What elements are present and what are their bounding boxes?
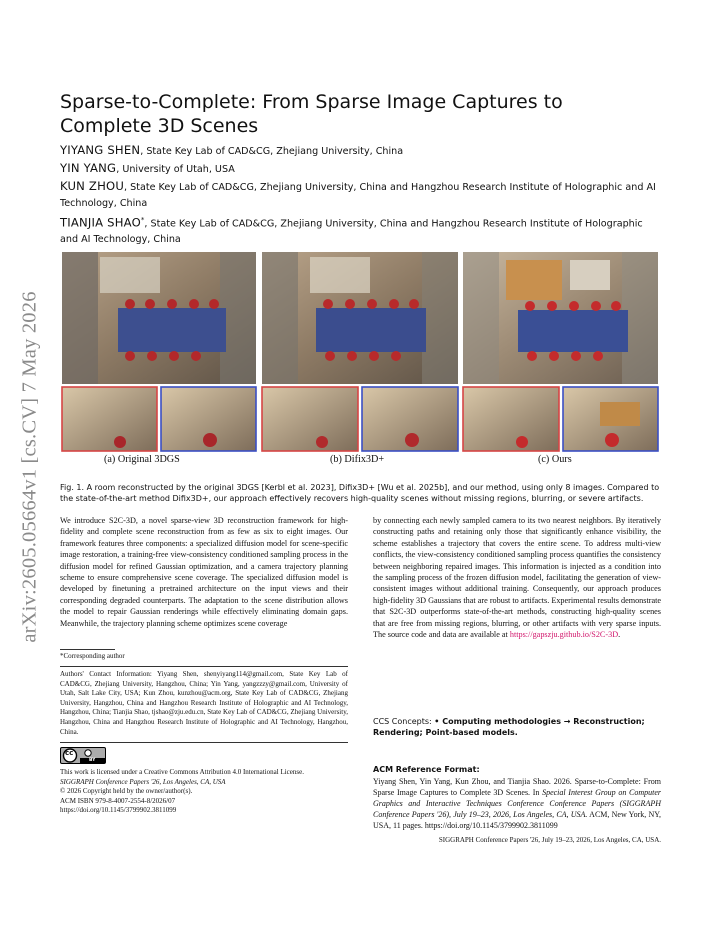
insets-ours: [463, 387, 658, 451]
subcaption-c: (c) Ours: [538, 454, 572, 465]
footnote-rule: [60, 649, 115, 650]
teaser-images: [60, 252, 660, 452]
source-code-link[interactable]: https://gapszju.github.io/S2C-3D: [509, 630, 619, 640]
subcaption-b: (b) Difix3D+: [330, 454, 385, 465]
ccs-concepts: CCS Concepts: • Computing methodologies → Reconstruction; Rendering; Point-based models.: [373, 717, 645, 737]
abstract-right-column: by connecting each newly sampled camera to its two nearest neighbors. By iteratively constructing paths and retaining only those that significantly enhance visibility, the scheme establishes a trajectory that covers the entire scene. To address multi-view conflicts, the view-consistency conditioned sampling process quantifies the consistency between neighboring repaired images. This information is injected as a condition into the sampling process of the frozen diffusion model, facilitating the generation of view-consistent images without additional training. Consequently, our approach produces high-fidelity 3D Gaussians that are robust to artifacts. Experimental results demonstrate that S2C-3D outperforms state-of-the-art methods, constructing high-quality scenes that are free from missing regions, blurring, or other artifacts with very sparse inputs. The source code and data are available at https://gapszju.github.io/S2C-3D.: [373, 516, 661, 640]
teaser-figure: [60, 252, 660, 472]
doi-link[interactable]: https://doi.org/10.1145/3799902.3811099: [60, 806, 177, 815]
author-3: KUN ZHOU, State Key Lab of CAD&CG, Zhejiang University, China and Hangzhou Research Institute of Holographic and AI Technology, China: [60, 179, 656, 209]
contact-rule: [60, 666, 348, 667]
page-footer: SIGGRAPH Conference Papers '26, July 19–23, 2026, Los Angeles, CA, USA.: [438, 836, 661, 844]
acm-reference-heading: ACM Reference Format:: [373, 765, 480, 774]
panel-difix3d: [262, 252, 458, 384]
subcaption-a: (a) Original 3DGS: [104, 454, 180, 465]
license-rule: [60, 742, 348, 743]
insets-original-3dgs: [62, 387, 256, 451]
arxiv-stamp: arXiv:2605.05664v1 [cs.CV] 7 May 2026: [18, 291, 41, 643]
contact-information: Authors' Contact Information: Yiyang Shen, shenyiyang114@gmail.com, State Key Lab of CAD&CG, Zhejiang University, Hangzhou, China; Yin Yang, yangzzzy@gmail.com, University of Utah, Salt Lake City, USA; Kun Zhou, kunzhou@acm.org, State Key Lab of CAD&CG, Zhejiang University, Hangzhou, China and Hangzhou Research Institute of Holographic and AI Technology, Hangzhou, China; Tianjia Shao, tjshao@zju.edu.cn, State Key Lab of CAD&CG, Zhejiang University, Hangzhou, China and Hangzhou Research Institute of Holographic and AI Technology, Hangzhou, China.: [60, 670, 348, 736]
license-block: This work is licensed under a Creative Commons Attribution 4.0 International License. SIGGRAPH Conference Papers '26, Los Angeles, CA, USA © 2026 Copyright held by the owner/author(s). ACM ISBN 979-8-4007-2554-8/2026/07 https://doi.org/10.1145/3799902.3811099: [60, 768, 348, 816]
abstract-left-column: We introduce S2C-3D, a novel sparse-view 3D reconstruction framework for high-fidelity and complete scene reconstruction from as few as six to eight images. Our framework features three components: a specialized diffusion model for scene-specific image restoration, a training-free view-consistency conditioned sampling process in the diffusion model for refined Gaussian optimization, and a camera trajectory planning scheme to ensure comprehensive scene coverage. The specialized diffusion model is developed by finetuning a pretrained architecture on the input views and their corresponding degraded counterparts. The adaptation to the scene distribution allows the model to repair Gaussian renderings while effectively eliminating domain gaps. Meanwhile, the trajectory planning scheme optimizes scene coverage: [60, 516, 348, 628]
panel-original-3dgs: [62, 252, 256, 384]
panel-ours: [463, 252, 658, 384]
acm-reference-text: Yiyang Shen, Yin Yang, Kun Zhou, and Tianjia Shao. 2026. Sparse-to-Complete: From Sparse Image Captures to Complete 3D Scenes. In Special Interest Group on Computer Graphics and Interactive Techniques Conference Conference Papers (SIGGRAPH Conference Papers '26), July 19–23, 2026, Los Angeles, CA, USA. ACM, New York, NY, USA, 11 pages. https://doi.org/10.1145/3799902.3811099: [373, 777, 661, 830]
author-2: YIN YANG, University of Utah, USA: [60, 161, 235, 175]
insets-difix3d: [262, 387, 458, 451]
corresponding-author-note: *Corresponding author: [60, 652, 125, 660]
cc-by-license-icon[interactable]: cc BY: [60, 747, 106, 764]
author-4: TIANJIA SHAO*, State Key Lab of CAD&CG, Zhejiang University, China and Hangzhou Research Institute of Holographic and AI Technology, China: [60, 215, 643, 246]
paper-title: Sparse-to-Complete: From Sparse Image Captures to Complete 3D Scenes: [60, 91, 563, 137]
figure-caption: Fig. 1. A room reconstructed by the original 3DGS [Kerbl et al. 2023], Difix3D+ [Wu et al. 2025b], and our method, using only 8 images. Compared to the state-of-the-art method Difix3D+, our approach effectively recovers high-quality scenes without missing regions, blurring, or severe artifacts.: [60, 483, 660, 503]
author-1: YIYANG SHEN, State Key Lab of CAD&CG, Zhejiang University, China: [60, 143, 404, 157]
author-list: [60, 142, 660, 248]
